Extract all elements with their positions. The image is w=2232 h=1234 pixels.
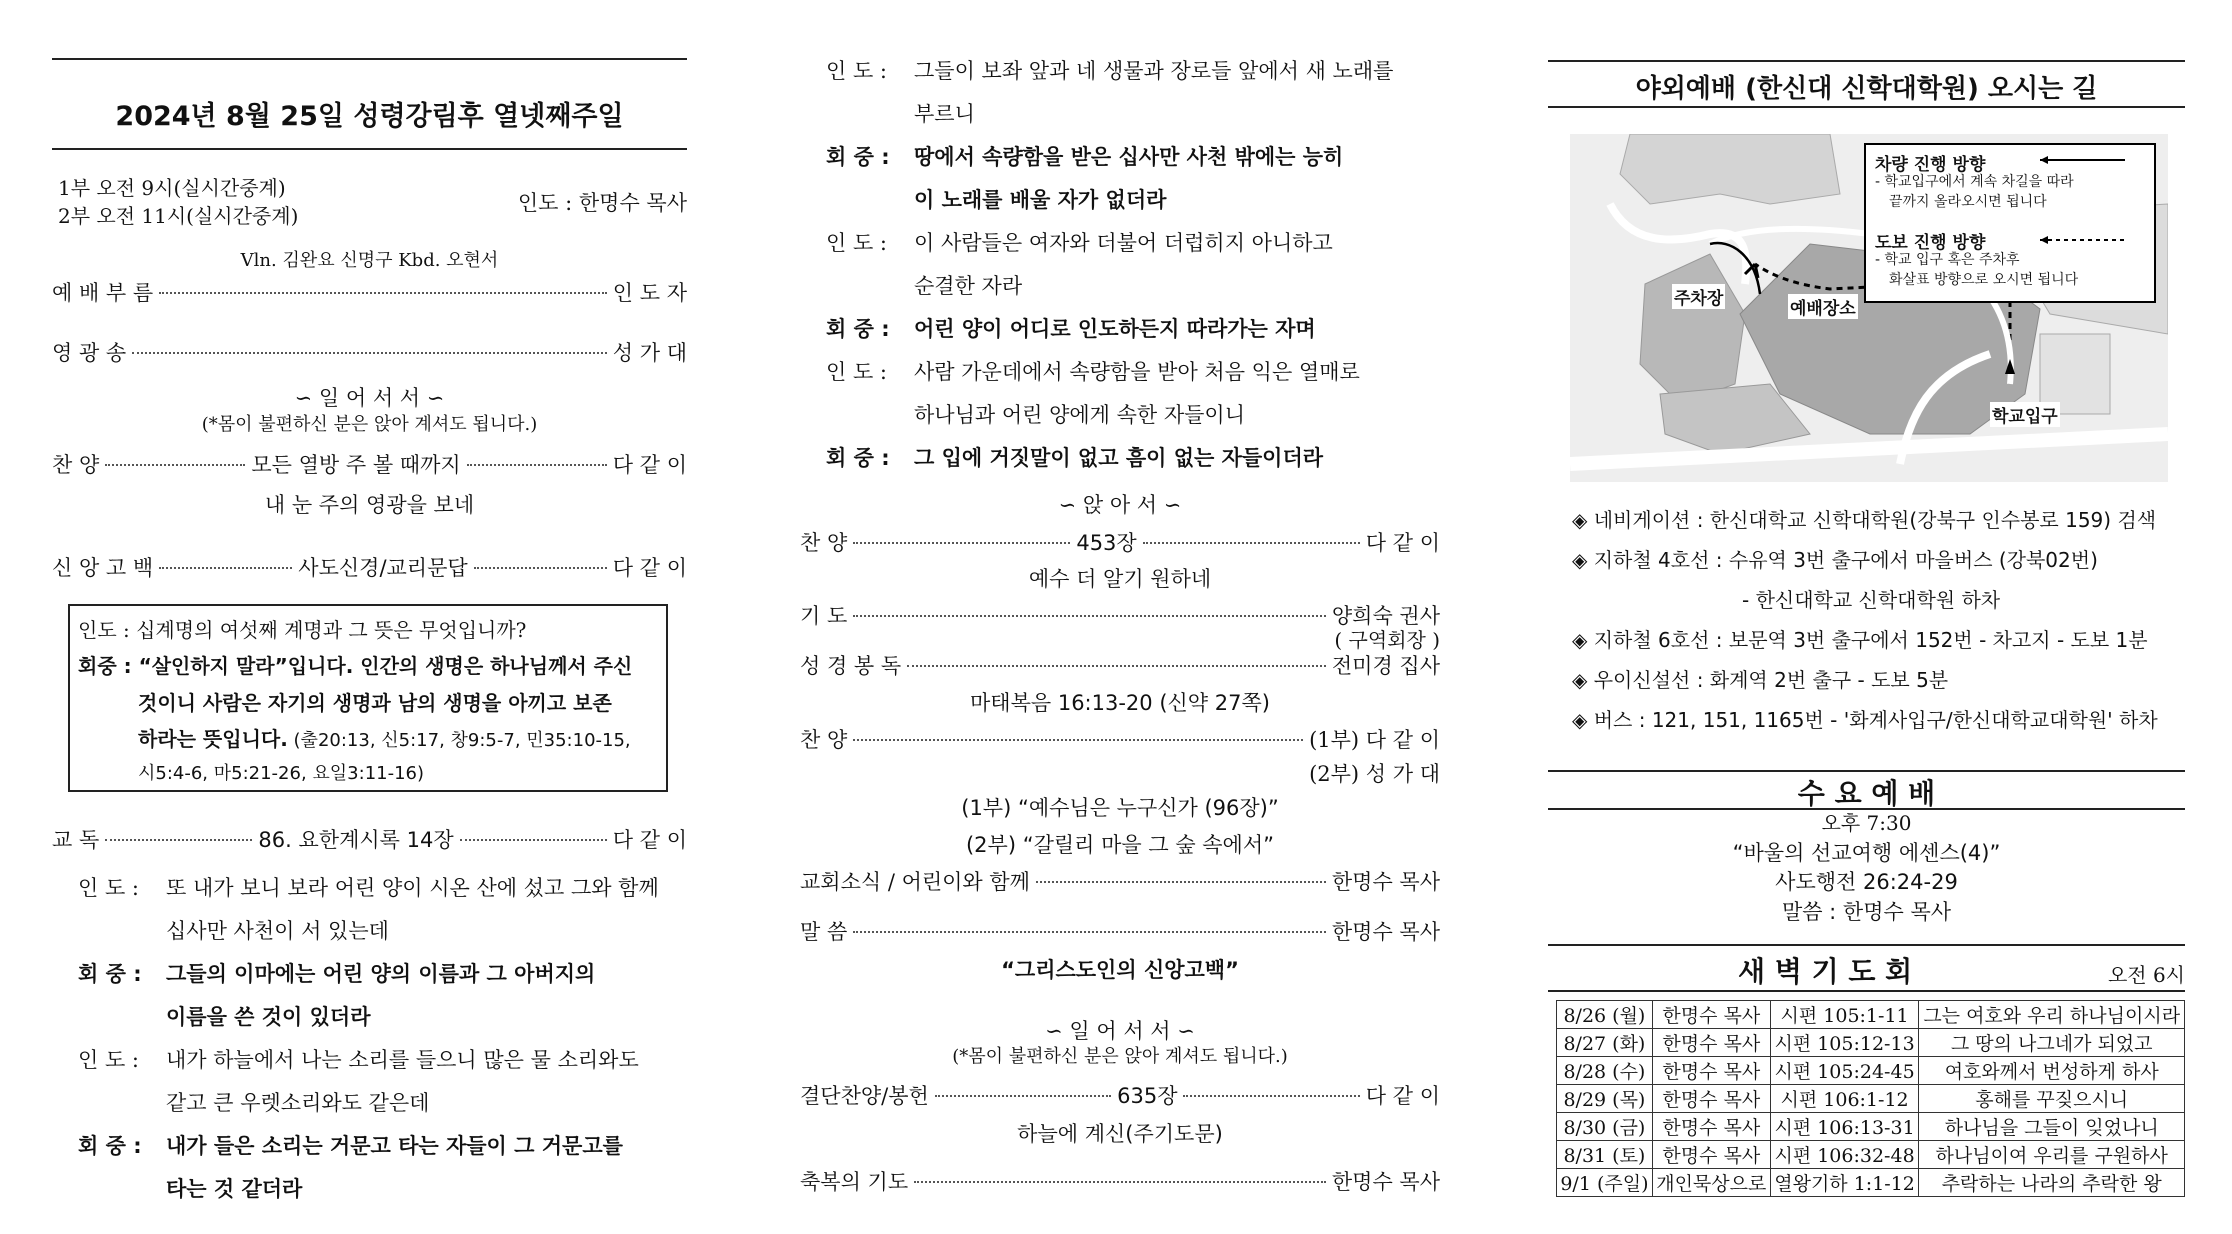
prayer-label: 기 도 [800, 604, 848, 628]
dotted-leader [907, 665, 1326, 667]
directions-subway-6: ◈ 지하철 6호선 : 보문역 3번 출구에서 152번 - 차고지 - 도보 1분 [1572, 628, 2148, 652]
catechism-question-text: 십계명의 여섯째 계명과 그 뜻은 무엇입니까? [136, 618, 527, 642]
dotted-leader [853, 615, 1326, 617]
hymn-leader-service-1: (1부) 다 같 이 [1309, 728, 1440, 752]
directions-bus: ◈ 버스 : 121, 151, 1165번 - '화계사입구/한신대학교대학원' 하차 [1572, 708, 2158, 732]
scripture-cell: 시편 105:1-11 [1770, 1001, 1919, 1029]
top-rule [1548, 60, 2185, 62]
campus-map [1570, 134, 2168, 482]
sermon-row [800, 916, 1440, 946]
map-entrance-label: 학교입구 [1990, 402, 2060, 427]
map-venue-label: 예배장소 [1788, 294, 1858, 319]
creed-label: 신 앙 고 백 [52, 556, 154, 580]
dotted-leader [1183, 1095, 1359, 1097]
legend-walk-text: - 학교 입구 혹은 주차후 화살표 방향으로 오시면 됩니다 [1875, 252, 2079, 288]
catechism-answer-line-3 [138, 723, 631, 752]
theme-cell: 홍해를 꾸짖으시니 [1919, 1085, 2185, 1113]
stand-note: (*몸이 불편하신 분은 앉아 계셔도 됩니다.) [201, 414, 538, 435]
dotted-leader [474, 567, 607, 569]
table-row [1557, 1141, 2185, 1169]
leader-cell: 한명수 목사 [1652, 1057, 1770, 1085]
reading-leader-5: 인 도 : 사람 가운데에서 속량함을 받아 처음 익은 열매로 하나님과 어린 양에게 속한 자들이니 [826, 360, 1360, 427]
doxology-row [52, 337, 687, 367]
table-row [1557, 1001, 2185, 1029]
dotted-leader [105, 464, 245, 466]
dawn-prayer-time: 오전 6시 [2107, 963, 2185, 987]
bulletin-title: 2024년 8월 25일 성령강림후 열넷째주일 [115, 101, 624, 132]
order-of-worship-column-1 [52, 0, 687, 1234]
dawn-prayer-table [1556, 1000, 2185, 1197]
hymn-row-3 [800, 724, 1440, 754]
hymn-number: 453장 [1076, 531, 1137, 555]
responsive-reading-label: 교 독 [52, 828, 100, 852]
hymn-title: 예수 더 알기 원하네 [1028, 567, 1212, 591]
theme-cell: 하나님을 그들이 잊었나니 [1919, 1113, 2185, 1141]
hymn-label: 찬 양 [800, 728, 848, 752]
theme-cell: 추락하는 나라의 추락한 왕 [1919, 1169, 2185, 1197]
wednesday-service-time: 오후 7:30 [1821, 811, 1912, 835]
dotted-leader [159, 567, 292, 569]
sermon-title: “그리스도인의 신앙고백” [1001, 958, 1239, 982]
reading-leader-4: 인 도 : 이 사람들은 여자와 더불어 더럽히지 아니하고 순결한 자라 [826, 231, 1333, 298]
hymn-title-service-2: (2부) “갈릴리 마을 그 숲 속에서” [965, 833, 1275, 857]
dotted-leader [853, 931, 1326, 933]
table-row [1557, 1113, 2185, 1141]
benediction-leader: 한명수 목사 [1331, 1170, 1440, 1194]
doxology-leader: 성 가 대 [612, 341, 687, 365]
title-rule [52, 148, 687, 150]
stand-note-2: (*몸이 불편하신 분은 앉아 계셔도 됩니다.) [952, 1046, 1288, 1067]
directions-subway-4: ◈ 지하철 4호선 : 수유역 3번 출구에서 마을버스 (강북02번) [1572, 548, 2098, 572]
date-cell: 8/29 (목) [1557, 1085, 1653, 1113]
creed-row [52, 552, 687, 582]
dotted-leader [914, 1181, 1326, 1183]
offering-row [800, 1080, 1440, 1110]
scripture-label: 성 경 봉 독 [800, 654, 902, 678]
announcements-leader: 한명수 목사 [1331, 870, 1440, 894]
leader-cell: 한명수 목사 [1652, 1113, 1770, 1141]
catechism-answer-text: “살인하지 말라”입니다. 인간의 생명은 하나님께서 주신 [138, 654, 633, 678]
order-of-worship-column-2 [800, 0, 1440, 1234]
doxology-label: 영 광 송 [52, 341, 127, 365]
dotted-leader [460, 839, 607, 841]
hymn-leader: 다 같 이 [612, 453, 687, 477]
wednesday-scripture: 사도행전 26:24-29 [1775, 870, 1958, 894]
catechism-question-who: 인도 : [78, 618, 130, 642]
reading-congregation-5: 회 중 : 그 입에 거짓말이 없고 흠이 없는 자들이더라 [826, 446, 1324, 470]
legend-car-title: 차량 진행 방향 [1875, 155, 1986, 175]
announcements-column [1548, 0, 2185, 1234]
creed-title: 사도신경/교리문답 [298, 556, 468, 580]
theme-cell: 여호와께서 번성하게 하사 [1919, 1057, 2185, 1085]
directions-ui-line: ◈ 우이신설선 : 화계역 2번 출구 - 도보 5분 [1572, 668, 1949, 692]
service-time-2: 2부 오전 11시(실시간중계) [58, 204, 299, 228]
date-cell: 8/28 (수) [1557, 1057, 1653, 1085]
reading-leader-3: 인 도 : 그들이 보좌 앞과 네 생물과 장로들 앞에서 새 노래를 부르니 [826, 59, 1394, 126]
table-row [1557, 1029, 2185, 1057]
hymn-title: 모든 열방 주 볼 때까지 [251, 453, 461, 477]
catechism-ref-2: 시5:4-6, 마5:21-26, 요일3:11-16) [138, 763, 425, 784]
date-cell: 8/27 (화) [1557, 1029, 1653, 1057]
directions-subway-4-stop: - 한신대학교 신학대학원 하차 [1742, 588, 2001, 612]
stand-instruction-2: ∽ 일 어 서 서 ∽ [1045, 1019, 1195, 1043]
scripture-cell: 시편 106:13-31 [1770, 1113, 1919, 1141]
benediction-label: 축복의 기도 [800, 1170, 909, 1194]
hymn-leader: 다 같 이 [1365, 531, 1440, 555]
hymn-title-line-2: 내 눈 주의 영광을 보네 [264, 493, 475, 517]
table-row [1557, 1085, 2185, 1113]
scripture-reader: 전미경 집사 [1331, 654, 1440, 678]
catechism-ref-1: (출20:13, 신5:17, 창9:5-7, 민35:10-15, [287, 730, 631, 751]
offering-hymn-number: 635장 [1117, 1084, 1178, 1108]
prayer-leader-role: ( 구역회장 ) [1334, 628, 1440, 652]
reading-congregation-1: 회 중 : 그들의 이마에는 어린 양의 이름과 그 아버지의 이름을 쓴 것이 있더라 [78, 962, 596, 1029]
hymn-label: 찬 양 [52, 453, 100, 477]
reading-leader-2: 인 도 : 내가 하늘에서 나는 소리를 들으니 많은 물 소리와도 같고 큰 우렛소리와도 같은데 [78, 1048, 639, 1115]
responsive-reading-title: 86. 요한계시록 14장 [258, 828, 454, 852]
responsive-reading-row [52, 824, 687, 854]
scripture-cell: 시편 106:1-12 [1770, 1085, 1919, 1113]
table-row [1557, 1057, 2185, 1085]
dawn-title-rule [1548, 990, 2185, 992]
table-row [1557, 1169, 2185, 1197]
reading-congregation-2: 회 중 : 내가 들은 소리는 거문고 타는 자들이 그 거문고를 타는 것 같더라 [78, 1134, 623, 1201]
reading-congregation-4: 회 중 : 어린 양이 어디로 인도하든지 따라가는 자며 [826, 317, 1316, 341]
wednesday-sermon-title: “바울의 선교여행 에센스(4)” [1732, 841, 2001, 865]
dotted-leader [853, 739, 1303, 741]
reading-congregation-3: 회 중 : 땅에서 속량함을 받은 십사만 사천 밖에는 능히 이 노래를 배울 자가 없더라 [826, 145, 1344, 212]
catechism-answer-line-2: 것이니 사람은 자기의 생명과 남의 생명을 아끼고 보존 [138, 691, 612, 715]
dotted-leader [159, 292, 607, 294]
dotted-leader [853, 542, 1070, 544]
dotted-leader [1143, 542, 1360, 544]
route-title: 야외예배 (한신대 신학대학원) 오시는 길 [1635, 74, 2098, 104]
sermon-label: 말 씀 [800, 920, 848, 944]
route-title-rule [1548, 106, 2185, 108]
hymn-leader-service-2: (2부) 성 가 대 [1309, 762, 1440, 786]
date-cell: 9/1 (주일) [1557, 1169, 1653, 1197]
dawn-prayer-title: 새 벽 기 도 회 [1738, 955, 1913, 988]
theme-cell: 그는 여호와 우리 하나님이시라 [1919, 1001, 2185, 1029]
leader-cell: 한명수 목사 [1652, 1001, 1770, 1029]
reading-leader-1: 인 도 : 또 내가 보니 보라 어린 양이 시온 산에 섰고 그와 함께 십사만 사천이 서 있는데 [78, 876, 659, 943]
responsive-reading-continued [826, 50, 1440, 480]
theme-cell: 하나님이여 우리를 구원하사 [1919, 1141, 2185, 1169]
hymn-title-service-1: (1부) “예수님은 누구신가 (96장)” [961, 796, 1279, 820]
directions-list [1572, 500, 2185, 740]
musicians: Vln. 김완요 신명구 Kbd. 오현서 [240, 250, 499, 271]
prayer-leader: 양희숙 권사 [1331, 604, 1440, 628]
scripture-row [800, 650, 1440, 680]
scripture-reference: 마태복음 16:13-20 (신약 27쪽) [970, 691, 1270, 715]
hymn-row-2 [800, 527, 1440, 557]
catechism-answer-who: 회중 : [78, 654, 132, 678]
catechism-box [68, 604, 668, 792]
dotted-leader [467, 464, 607, 466]
dotted-leader [1036, 881, 1326, 883]
wednesday-service-title: 수 요 예 배 [1797, 777, 1936, 810]
scripture-cell: 열왕기하 1:1-12 [1770, 1169, 1919, 1197]
call-to-worship-leader: 인 도 자 [612, 281, 687, 305]
date-cell: 8/26 (월) [1557, 1001, 1653, 1029]
map-parking-label: 주차장 [1672, 284, 1725, 309]
service-time-1: 1부 오전 9시(실시간중계) [58, 176, 286, 200]
legend-car-text: - 학교입구에서 계속 차길을 따라 끝까지 올라오시면 됩니다 [1875, 174, 2074, 210]
wednesday-speaker: 말씀 : 한명수 목사 [1781, 900, 1952, 924]
date-cell: 8/30 (금) [1557, 1113, 1653, 1141]
announcements-row [800, 866, 1440, 896]
sit-instruction: ∽ 앉 아 서 ∽ [1058, 493, 1182, 517]
catechism-answer-text-3: 하라는 뜻입니다. [138, 727, 288, 751]
dawn-prayer-schedule [1556, 1000, 2185, 1197]
offering-label: 결단찬양/봉헌 [800, 1084, 929, 1108]
theme-cell: 그 땅의 나그네가 되었고 [1919, 1029, 2185, 1057]
catechism-question [78, 614, 526, 643]
top-rule [52, 58, 687, 60]
leader-cell: 한명수 목사 [1652, 1141, 1770, 1169]
responsive-reading-text [78, 867, 688, 1211]
scripture-cell: 시편 105:12-13 [1770, 1029, 1919, 1057]
creed-leader: 다 같 이 [612, 556, 688, 580]
legend-walk-title: 도보 진행 방향 [1875, 233, 1986, 253]
stand-instruction: ∽ 일 어 서 서 ∽ [294, 386, 445, 410]
leader-cell: 개인묵상으로 [1652, 1169, 1770, 1197]
hymn-row-1 [52, 449, 687, 479]
hymn-label: 찬 양 [800, 531, 848, 555]
dotted-leader [105, 839, 252, 841]
leader-cell: 한명수 목사 [1652, 1029, 1770, 1057]
scripture-cell: 시편 105:24-45 [1770, 1057, 1919, 1085]
offering-hymn-title: 하늘에 계신(주기도문) [1017, 1122, 1223, 1146]
dotted-leader [132, 352, 607, 354]
benediction-row [800, 1166, 1440, 1196]
call-to-worship-label: 예 배 부 름 [52, 281, 154, 305]
catechism-answer-line-1 [78, 650, 632, 679]
directions-navigation: ◈ 네비게이션 : 한신대학교 신학대학원(강북구 인수봉로 159) 검색 [1572, 508, 2157, 532]
responsive-reading-leader: 다 같 이 [612, 828, 687, 852]
campus-map-drawing [1570, 134, 2168, 482]
offering-leader: 다 같 이 [1365, 1084, 1441, 1108]
leader-label: 인도 : 한명수 목사 [517, 191, 687, 215]
date-cell: 8/31 (토) [1557, 1141, 1653, 1169]
leader-cell: 한명수 목사 [1652, 1085, 1770, 1113]
announcements-label: 교회소식 / 어린이와 함께 [800, 870, 1030, 894]
scripture-cell: 시편 106:32-48 [1770, 1141, 1919, 1169]
dotted-leader [935, 1095, 1111, 1097]
dawn-rule [1548, 944, 2185, 946]
sermon-speaker: 한명수 목사 [1331, 920, 1440, 944]
call-to-worship-row [52, 277, 687, 307]
